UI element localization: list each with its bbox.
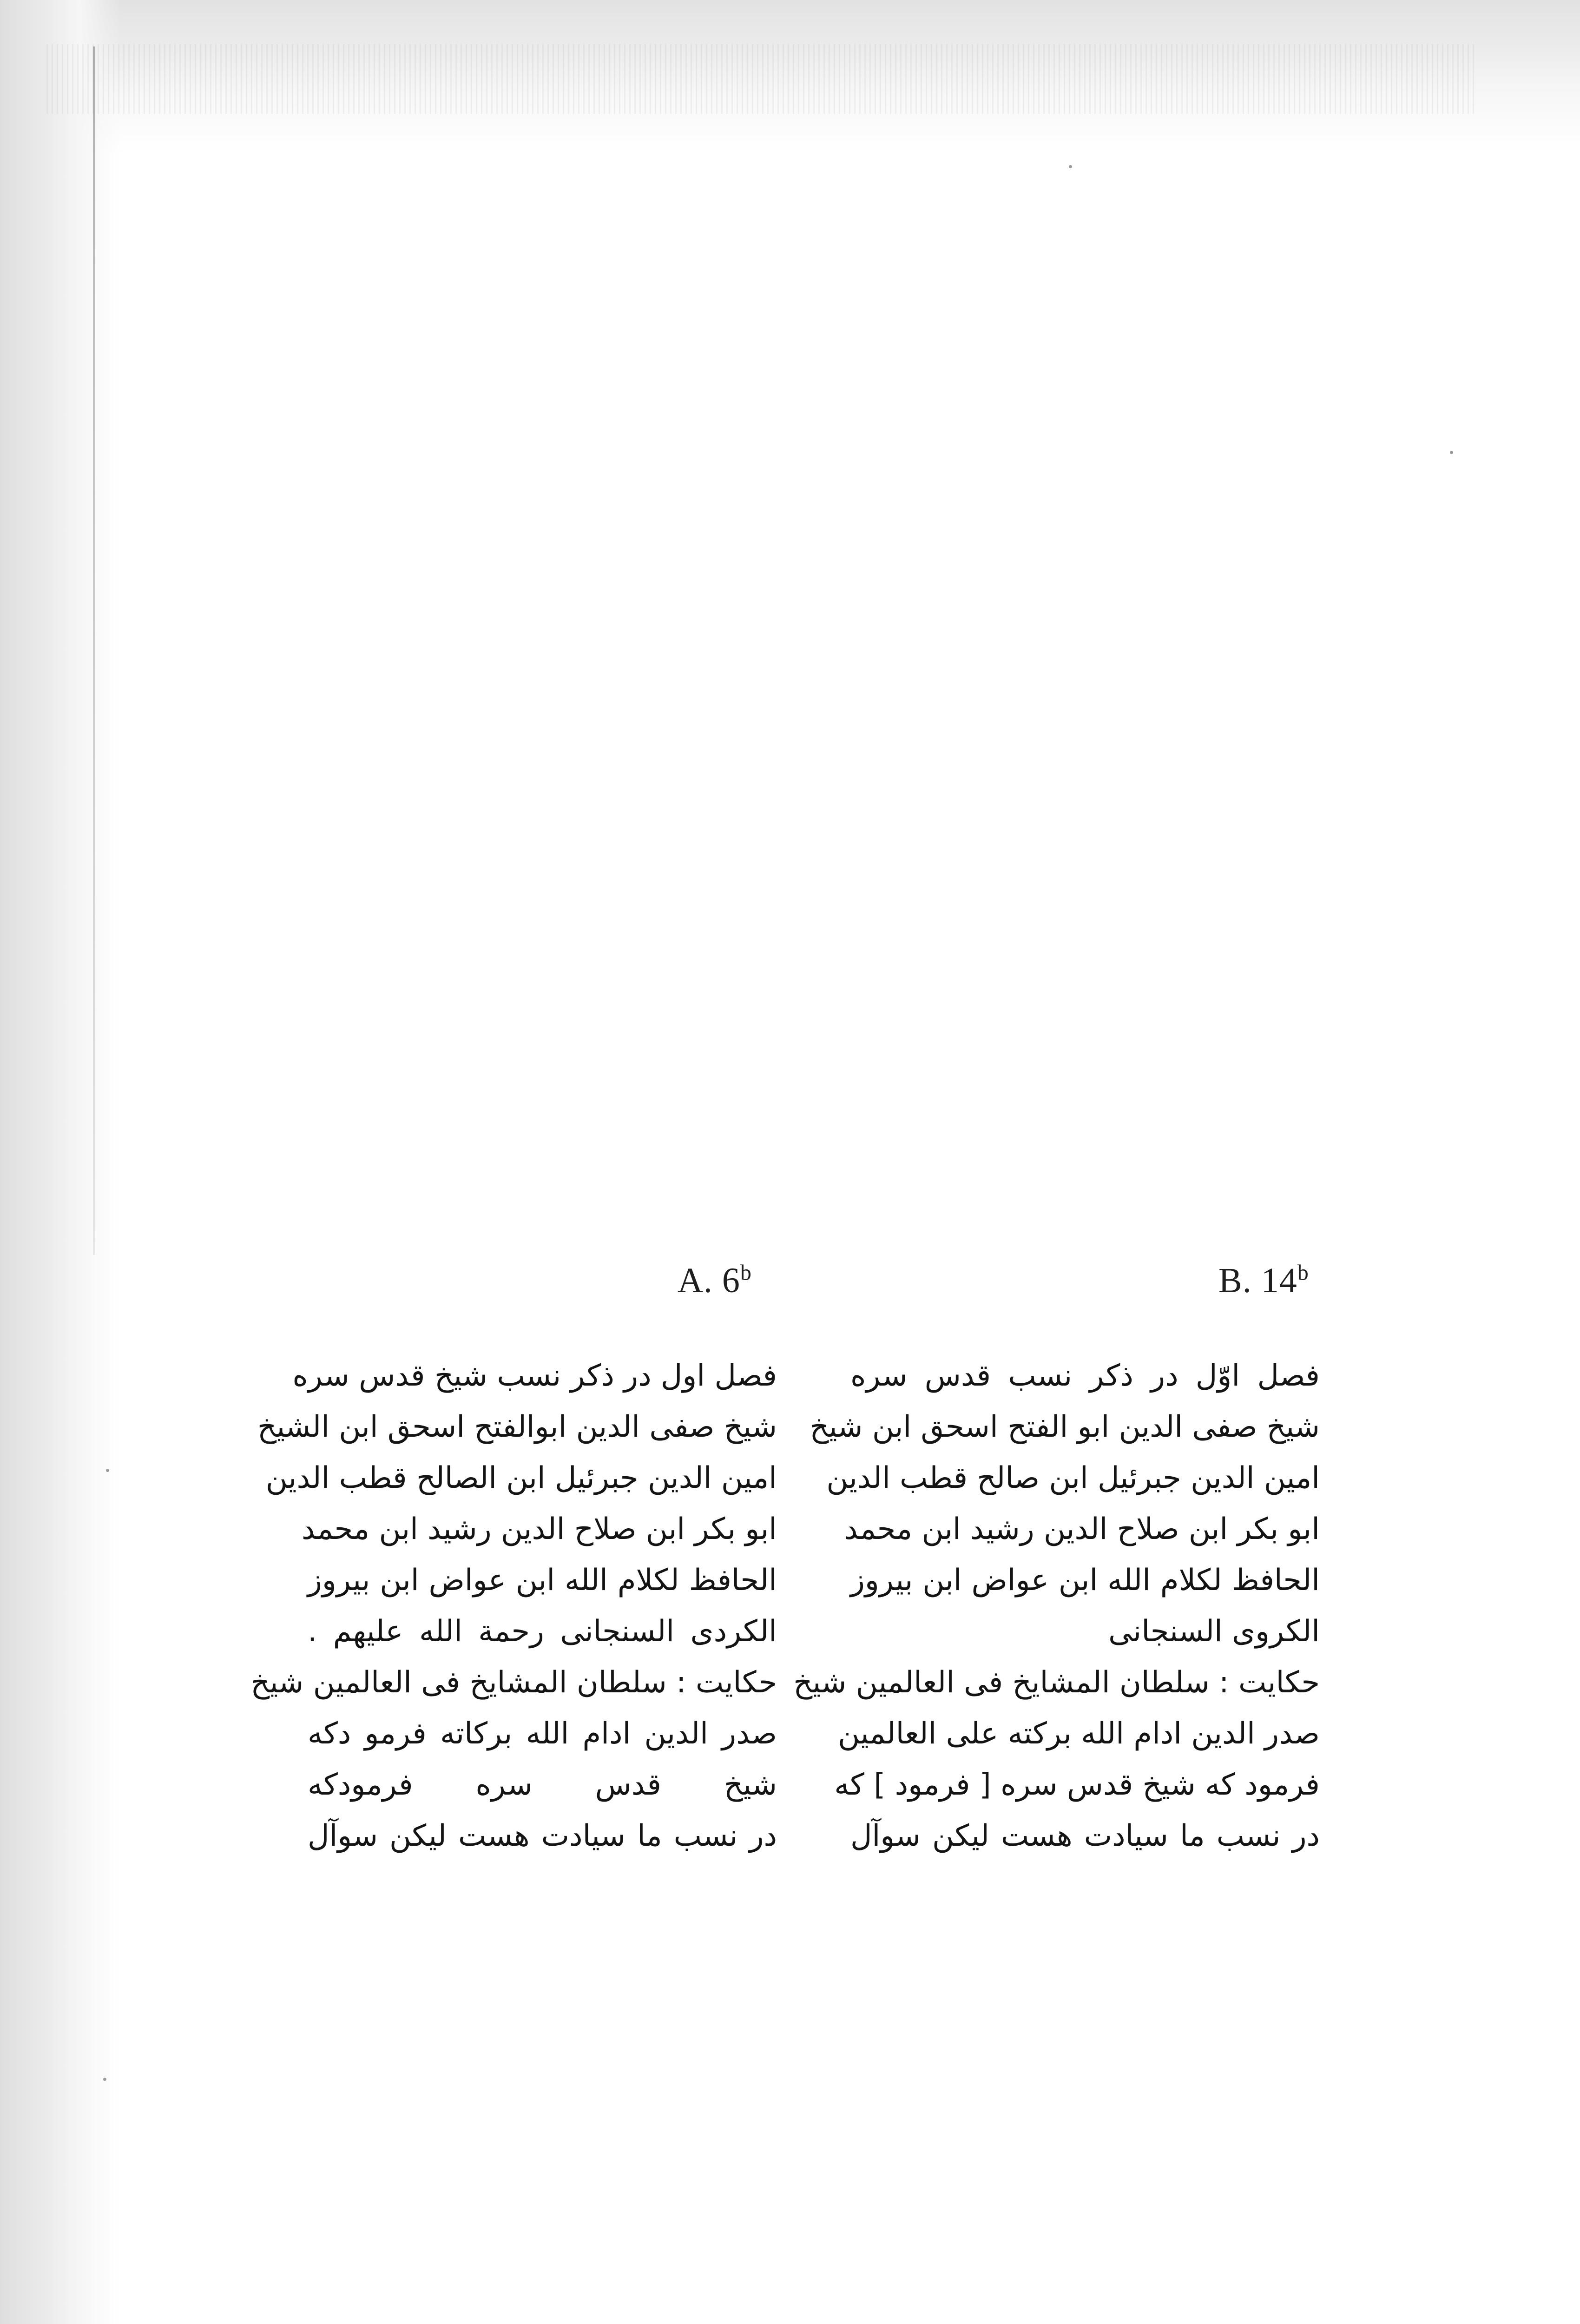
text-line: شیخ صفی الدین ابو الفتح اسحق ابن شیخ bbox=[810, 1410, 1320, 1444]
text-line: حکایت : سلطان المشایخ فی العالمین شیخ bbox=[250, 1665, 777, 1700]
text-line: امین الدین جبرئیل ابن صالح قطب الدین bbox=[826, 1461, 1320, 1495]
text-line: الحافظ لکلام الله ابن عواض ابن بیروز bbox=[308, 1563, 777, 1598]
text-line: شیخ قدس سره فرمودکه bbox=[308, 1768, 777, 1802]
text-line: فصل اوّل در ذکر نسب قدس سره bbox=[850, 1359, 1320, 1393]
text-line: در نسب ما سیادت هست لیکن سوآل bbox=[308, 1819, 777, 1853]
folio-b-side: b bbox=[1297, 1260, 1309, 1285]
text-line: فرمود که شیخ قدس سره [ فرمود ] که bbox=[834, 1768, 1320, 1802]
text-line: الکردی السنجانی رحمة الله علیهم . bbox=[308, 1614, 777, 1649]
scan-speck bbox=[1450, 451, 1453, 454]
folio-label-b bbox=[1218, 1261, 1309, 1301]
text-line: امین الدین جبرئیل ابن الصالح قطب الدین bbox=[265, 1461, 777, 1495]
scan-speck bbox=[1069, 165, 1072, 168]
text-column-a bbox=[250, 1350, 777, 1862]
text-line: صدر الدین ادام الله برکاته فرمو دکه bbox=[308, 1717, 777, 1751]
text-line: فصل اول در ذکر نسب شیخ قدس سره bbox=[292, 1359, 777, 1393]
text-line: شیخ صفی الدین ابوالفتح اسحق ابن الشیخ bbox=[257, 1410, 777, 1444]
folio-a-side: b bbox=[740, 1260, 752, 1285]
binding-gutter-line bbox=[93, 46, 95, 1255]
scan-speck bbox=[106, 1469, 109, 1472]
text-line: صدر الدین ادام الله برکته علی العالمین bbox=[838, 1717, 1320, 1751]
scan-noise bbox=[46, 44, 1478, 114]
text-line: الحافظ لکلام الله ابن عواض ابن بیروز bbox=[850, 1563, 1320, 1598]
folio-b-number: B. 14 bbox=[1218, 1261, 1297, 1300]
text-line: الکروی السنجانی bbox=[1108, 1614, 1320, 1649]
text-line: ابو بکر ابن صلاح الدین رشید ابن محمد bbox=[844, 1512, 1320, 1546]
text-column-b bbox=[793, 1350, 1320, 1862]
text-line: ابو بکر ابن صلاح الدین رشید ابن محمد bbox=[301, 1512, 777, 1546]
folio-label-a bbox=[678, 1261, 752, 1301]
text-line: حکایت : سلطان المشایخ فی العالمین شیخ bbox=[793, 1665, 1320, 1700]
scan-speck bbox=[103, 2078, 106, 2081]
text-line: در نسب ما سیادت هست لیکن سوآل bbox=[850, 1819, 1320, 1853]
scan-shadow-left bbox=[0, 0, 121, 2324]
folio-a-number: A. 6 bbox=[678, 1261, 740, 1300]
